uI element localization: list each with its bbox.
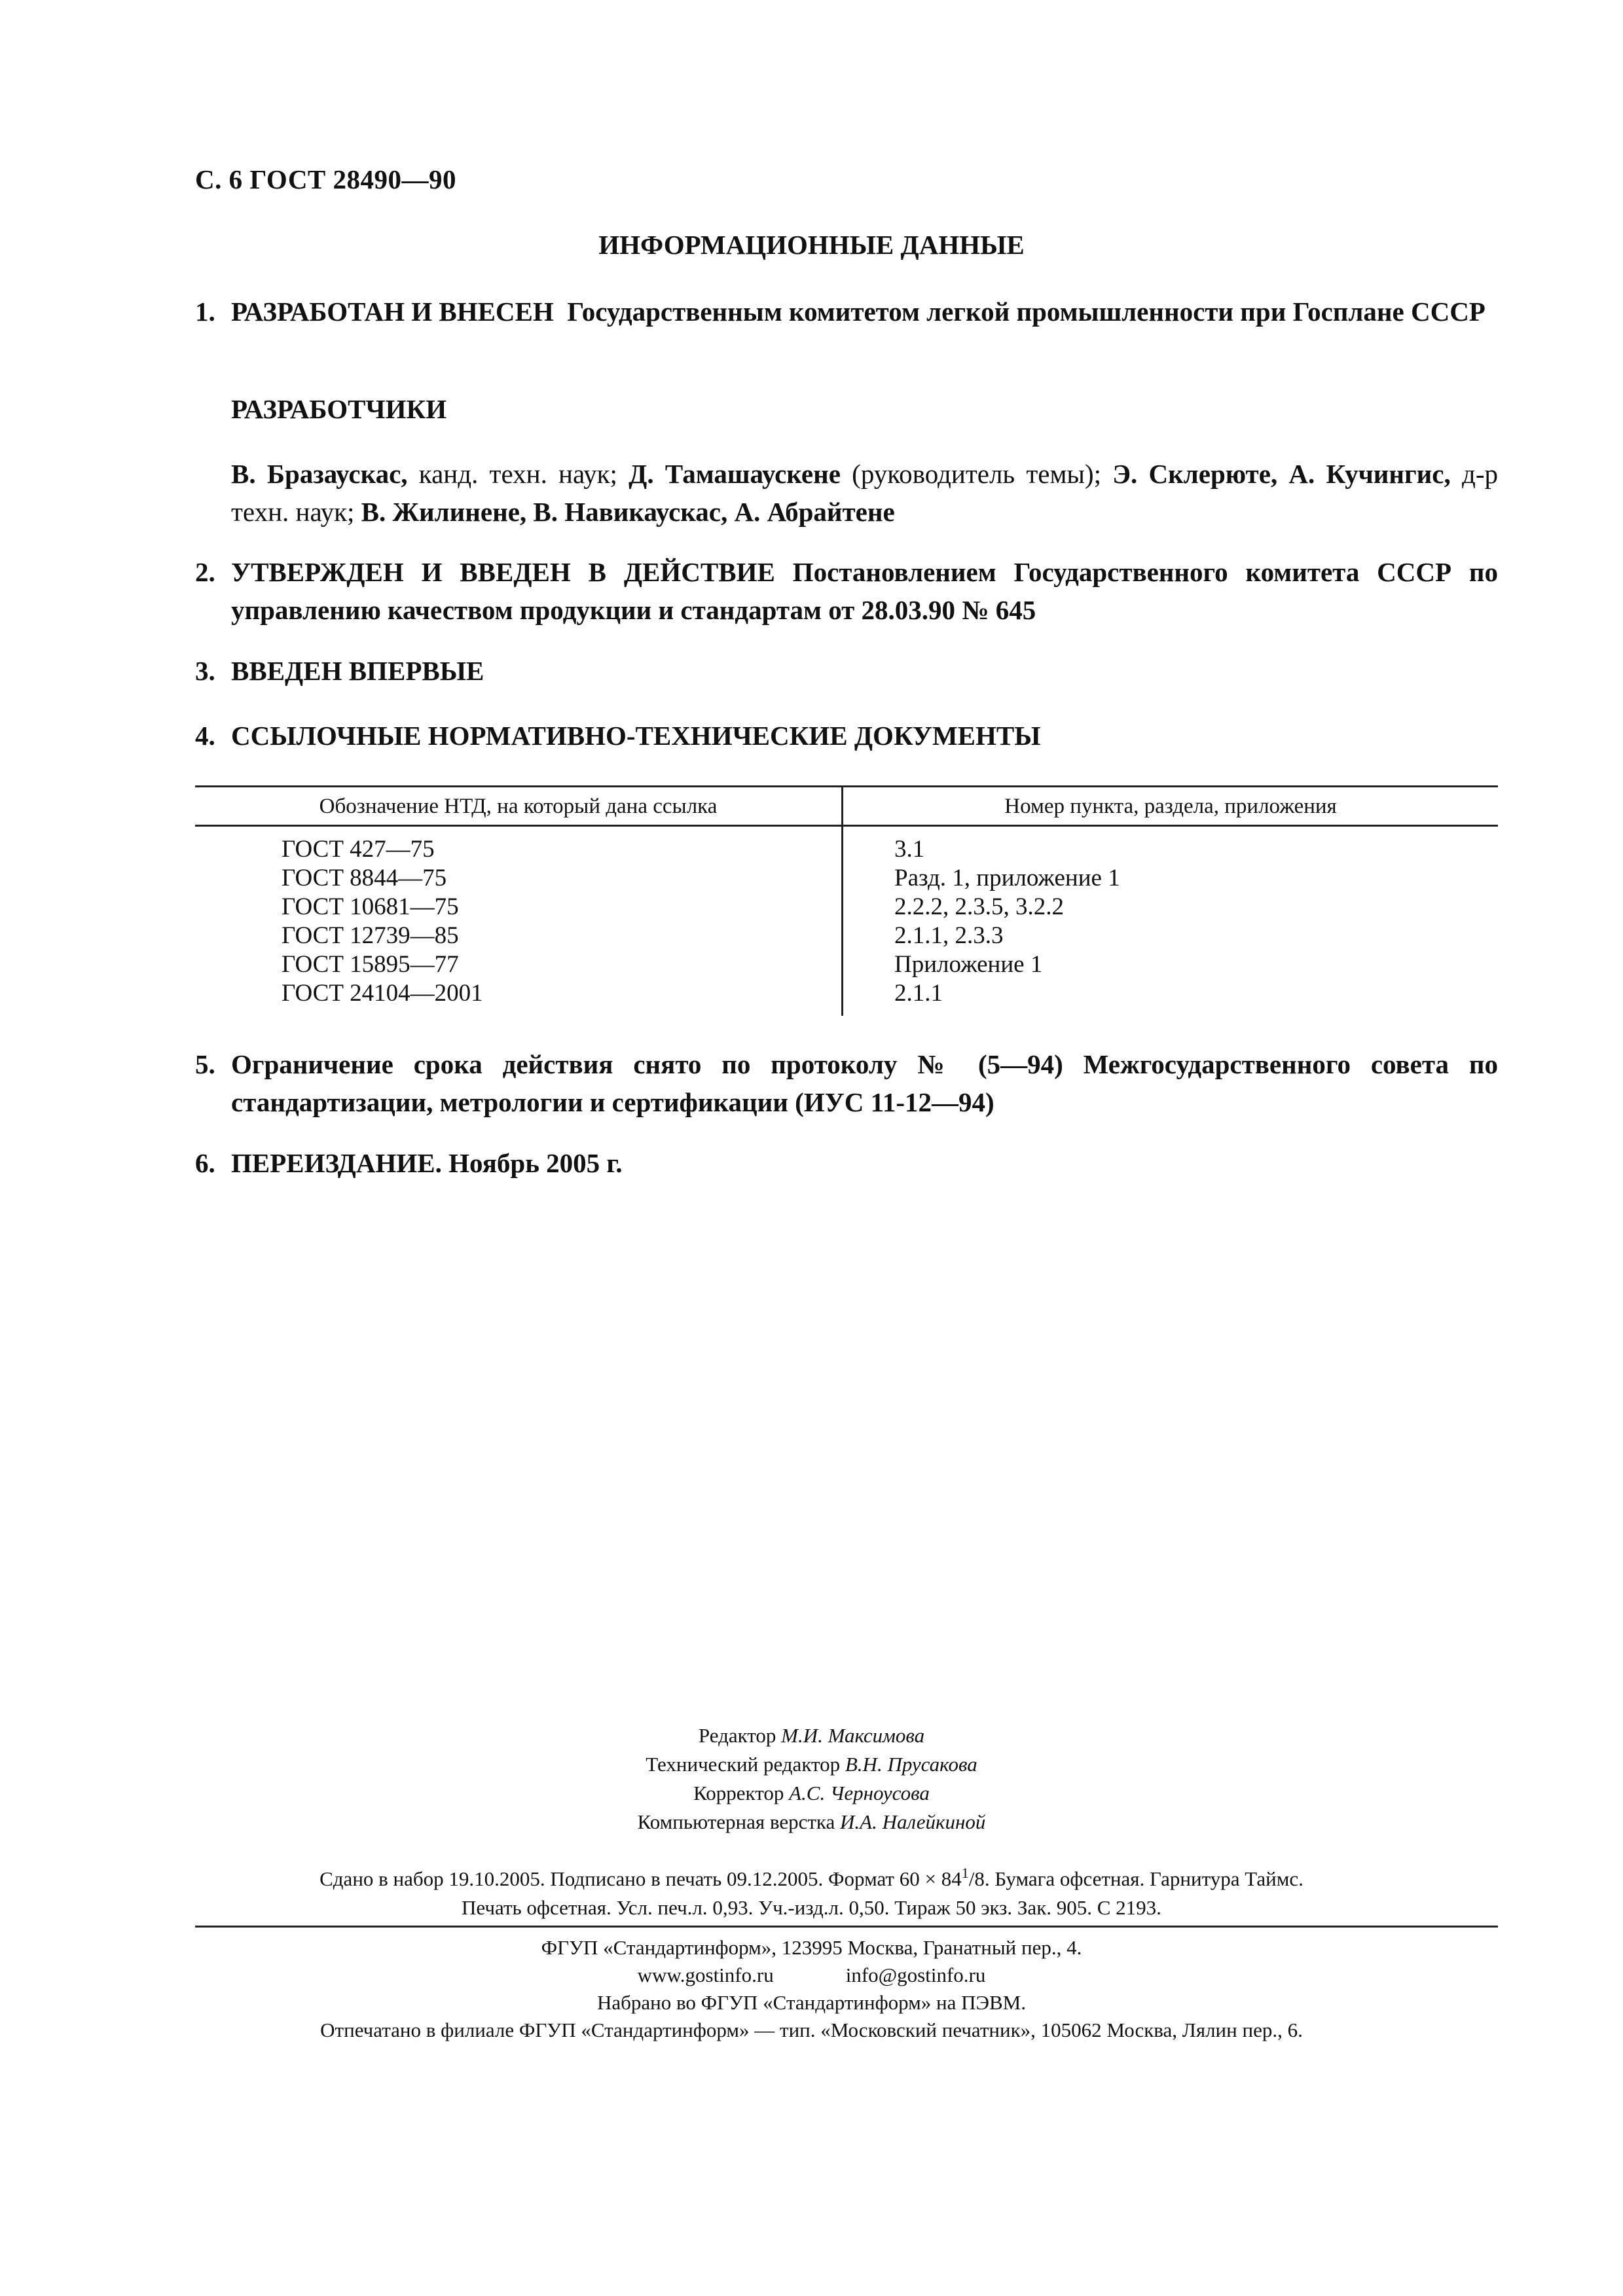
table-cell-clause: Разд. 1, приложение 1 — [894, 865, 1120, 891]
table-cell-document: ГОСТ 12739—85 — [282, 922, 459, 949]
table-cell-clause: 2.1.1 — [894, 980, 943, 1007]
format-fraction-numerator: 1 — [961, 1865, 969, 1881]
credit-role: Компьютерная верстка — [637, 1810, 841, 1833]
developer-title: д-р техн. наук; — [231, 459, 1499, 527]
item-6 — [195, 1144, 1498, 1182]
footer-rule — [195, 1926, 1498, 1928]
item-4 — [195, 717, 1498, 755]
table-top-rule — [195, 785, 1498, 787]
credit-name: В.Н. Прусакова — [845, 1753, 977, 1776]
running-head: С. 6 ГОСТ 28490—90 — [195, 164, 457, 194]
item-1-lead: РАЗРАБОТАН И ВНЕСЕН — [231, 296, 554, 327]
item-6-text: ПЕРЕИЗДАНИЕ. Ноябрь 2005 г. — [231, 1148, 623, 1178]
publisher-contacts — [0, 1962, 1623, 1989]
section-title: ИНФОРМАЦИОННЫЕ ДАННЫЕ — [598, 230, 1025, 260]
publisher-printed: Отпечатано в филиале ФГУП «Стандартинформ» — тип. «Московский печатник», 105062 Москва, Лялин пер., 6. — [320, 2018, 1303, 2041]
item-2-number: 2. — [195, 557, 215, 587]
table-header-clause: Номер пункта, раздела, приложения — [1004, 795, 1337, 818]
table-cell-clause: 3.1 — [894, 836, 925, 863]
print-imprint — [0, 1859, 1623, 1922]
imprint-text: Сдано в набор 19.10.2005. Подписано в печать 09.12.2005. Формат 60 × 84 — [319, 1867, 962, 1890]
table-column-documents — [282, 835, 483, 1008]
item-4-text: ССЫЛОЧНЫЕ НОРМАТИВНО-ТЕХНИЧЕСКИЕ ДОКУМЕНТЫ — [231, 721, 1041, 751]
developer-name: Э. Склерюте, А. Кучингис, — [1112, 459, 1451, 489]
credit-line — [0, 1779, 1623, 1808]
credit-role: Технический редактор — [646, 1753, 845, 1776]
format-fraction-slash: / — [968, 1867, 975, 1890]
table-cell-document: ГОСТ 15895—77 — [282, 951, 459, 978]
imprint-text: . Бумага офсетная. Гарнитура Таймс. — [984, 1867, 1304, 1890]
developer-name: В. Жилинене, В. Навикаускас, А. Абрайтене — [361, 497, 895, 527]
developers-heading: РАЗРАБОТЧИКИ — [231, 394, 447, 424]
item-3 — [195, 652, 1498, 690]
format-fraction-denominator: 8 — [974, 1867, 985, 1890]
table-cell-clause: Приложение 1 — [894, 951, 1043, 978]
publisher-address: ФГУП «Стандартинформ», 123995 Москва, Гранатный пер., 4. — [541, 1936, 1082, 1959]
item-2 — [195, 553, 1498, 629]
item-5-number: 5. — [195, 1049, 215, 1079]
table-header-document: Обозначение НТД, на который дана ссылка — [319, 795, 718, 818]
publisher-website[interactable]: www.gostinfo.ru — [637, 1964, 774, 1986]
item-2-lead: УТВЕРЖДЕН И ВВЕДЕН В ДЕЙСТВИЕ — [231, 557, 775, 587]
publisher-typeset: Набрано во ФГУП «Стандартинформ» на ПЭВМ. — [596, 1991, 1026, 2014]
table-header-rule — [195, 825, 1498, 827]
developer-name: Д. Тамашаускене — [629, 459, 841, 489]
credit-name: А.С. Черноусова — [789, 1782, 930, 1804]
item-5 — [195, 1045, 1498, 1121]
item-3-text: ВВЕДЕН ВПЕРВЫЕ — [231, 656, 484, 686]
credit-role: Редактор — [698, 1724, 782, 1747]
credit-line — [0, 1808, 1623, 1837]
table-cell-document: ГОСТ 427—75 — [282, 836, 435, 863]
publisher-info — [0, 1934, 1623, 2044]
imprint-line-2: Печать офсетная. Усл. печ.л. 0,93. Уч.-изд.л. 0,50. Тираж 50 экз. Зак. 905. С 2193. — [462, 1896, 1161, 1919]
developer-role: (руководитель темы); — [840, 459, 1113, 489]
table-column-clauses — [894, 835, 1120, 1008]
table-cell-clause: 2.1.1, 2.3.3 — [894, 922, 1004, 949]
reference-table — [195, 785, 1498, 1016]
table-cell-clause: 2.2.2, 2.3.5, 3.2.2 — [894, 893, 1064, 920]
table-cell-document: ГОСТ 8844—75 — [282, 865, 447, 891]
item-1-number: 1. — [195, 296, 215, 327]
item-1 — [195, 293, 1498, 331]
credit-role: Корректор — [693, 1782, 790, 1804]
developer-name: В. Бразаускас, — [231, 459, 408, 489]
imprint-line-1 — [0, 1859, 1623, 1893]
table-cell-document: ГОСТ 24104—2001 — [282, 980, 483, 1007]
publisher-email[interactable]: info@gostinfo.ru — [845, 1964, 986, 1986]
developers-list — [231, 455, 1498, 531]
item-1-text: Государственным комитетом легкой промышленности при Госплане СССР — [567, 296, 1486, 327]
item-3-number: 3. — [195, 656, 215, 686]
developer-title: канд. техн. наук; — [407, 459, 629, 489]
table-cell-document: ГОСТ 10681—75 — [282, 893, 459, 920]
item-5-text: Ограничение срока действия снято по протоколу № (5—94) Межгосударственного совета по стандартизации, метрологии и сертификации (ИУС 11-12—94) — [231, 1049, 1498, 1117]
credit-name: М.И. Максимова — [781, 1724, 925, 1747]
item-2-text: Постановлением Государственного комитета СССР по управлению качеством продукции и стандартам от 28.03.90 № 645 — [231, 557, 1499, 625]
item-6-number: 6. — [195, 1148, 215, 1178]
item-4-number: 4. — [195, 721, 215, 751]
credit-line — [0, 1750, 1623, 1779]
credit-line — [0, 1721, 1623, 1750]
credit-name: И.А. Налейкиной — [840, 1810, 986, 1833]
editorial-credits — [0, 1721, 1623, 1837]
